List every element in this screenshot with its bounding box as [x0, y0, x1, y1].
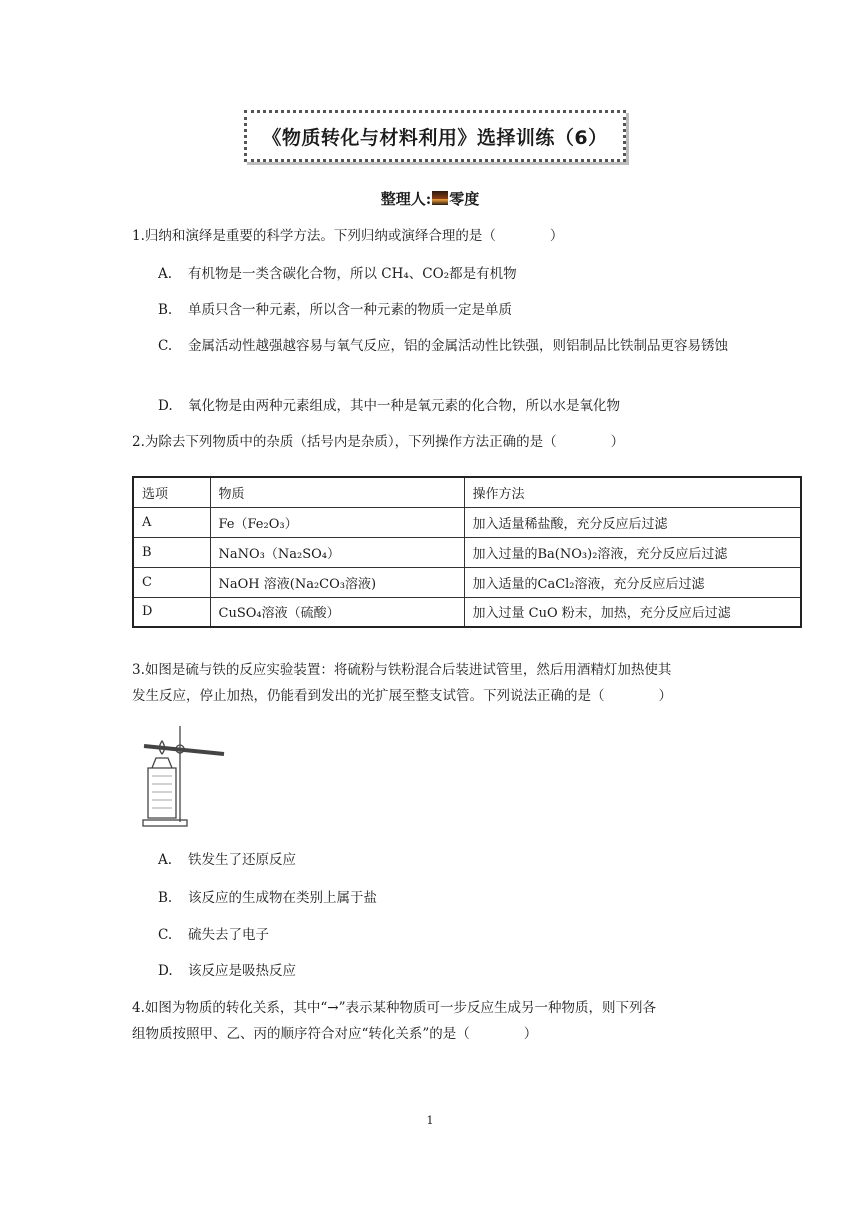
- q1-option-d: [158, 396, 620, 416]
- option-label: A.: [158, 266, 173, 282]
- editor-prefix: 整理人:: [380, 190, 432, 208]
- option-text: 有机物是一类含碳化合物，所以 CH₄、CO₂都是有机物: [188, 266, 517, 282]
- option-text: 铁发生了还原反应: [188, 852, 296, 868]
- option-label: D.: [158, 398, 173, 414]
- q3-option-a: [158, 850, 296, 870]
- table-row: [133, 537, 801, 567]
- q1-option-c: [132, 334, 752, 358]
- q3-option-d: [158, 961, 296, 981]
- q3-stem-line1: 3.如图是硫与铁的反应实验装置：将硫粉与铁粉混合后装进试管里，然后用酒精灯加热使其: [132, 662, 672, 678]
- q3-option-b: [158, 888, 377, 908]
- table-cell: Fe（Fe₂O₃）: [210, 507, 464, 537]
- table-header: 选项: [133, 477, 210, 507]
- editor-avatar-icon: [432, 191, 448, 205]
- table-cell: A: [133, 507, 210, 537]
- option-label: C.: [158, 927, 173, 943]
- table-header-row: [133, 477, 801, 507]
- table-header: 物质: [210, 477, 464, 507]
- table-cell: 加入过量的Ba(NO₃)₂溶液，充分反应后过滤: [464, 537, 801, 567]
- document-title: 《物质转化与材料利用》选择训练（6）: [262, 126, 608, 149]
- option-text: 单质只含一种元素，所以含一种元素的物质一定是单质: [188, 302, 512, 318]
- q2-table: [132, 476, 802, 628]
- option-label: A.: [158, 852, 173, 868]
- table-cell: D: [133, 597, 210, 627]
- q4-stem-line1: 4.如图为物质的转化关系，其中“→”表示某种物质可一步反应生成另一种物质，则下列各: [132, 1000, 656, 1016]
- table-cell: 加入适量稀盐酸，充分反应后过滤: [464, 507, 801, 537]
- table-cell: 加入过量 CuO 粉末，加热，充分反应后过滤: [464, 597, 801, 627]
- q1-option-b: [158, 300, 512, 320]
- editor-line: [0, 188, 860, 209]
- option-text: 硫失去了电子: [188, 927, 269, 943]
- lamp-body: [148, 768, 176, 818]
- option-label: B.: [158, 890, 173, 906]
- q3-stem-line2: 发生反应，停止加热，仍能看到发出的光扩展至整支试管。下列说法正确的是（ ）: [132, 688, 672, 704]
- q3-option-c: [158, 925, 269, 945]
- lamp-neck: [152, 758, 172, 768]
- table-cell: 加入适量的CaCl₂溶液，充分反应后过滤: [464, 567, 801, 597]
- sulfur-iron-apparatus-figure: [142, 724, 232, 828]
- q2-stem: 2.为除去下列物质中的杂质（括号内是杂质），下列操作方法正确的是（ ）: [132, 434, 625, 450]
- table-cell: B: [133, 537, 210, 567]
- option-label: B.: [158, 302, 173, 318]
- q4-stem-line2: 组物质按照甲、乙、丙的顺序符合对应“转化关系”的是（ ）: [132, 1026, 538, 1042]
- table-row: [133, 567, 801, 597]
- title-box: [244, 110, 626, 162]
- option-text: 氧化物是由两种元素组成，其中一种是氧元素的化合物，所以水是氧化物: [188, 398, 620, 414]
- page-number: 1: [426, 1114, 434, 1127]
- table-cell: CuSO₄溶液（硫酸）: [210, 597, 464, 627]
- table-cell: NaOH 溶液(Na₂CO₃溶液): [210, 567, 464, 597]
- option-text: 金属活动性越强越容易与氧气反应，铝的金属活动性比铁强，则铝制品比铁制品更容易锈蚀: [188, 338, 728, 354]
- q1-option-a: [158, 264, 517, 284]
- table-row: [133, 597, 801, 627]
- q1-stem: 1.归纳和演绎是重要的科学方法。下列归纳或演绎合理的是（ ）: [132, 228, 564, 244]
- option-label: C.: [158, 338, 173, 354]
- option-text: 该反应是吸热反应: [188, 963, 296, 979]
- table-cell: C: [133, 567, 210, 597]
- option-text: 该反应的生成物在类别上属于盐: [188, 890, 377, 906]
- editor-name: 零度: [449, 190, 480, 208]
- table-header: 操作方法: [464, 477, 801, 507]
- table-cell: NaNO₃（Na₂SO₄）: [210, 537, 464, 567]
- lamp-shading: [152, 776, 172, 808]
- table-row: [133, 507, 801, 537]
- option-label: D.: [158, 963, 173, 979]
